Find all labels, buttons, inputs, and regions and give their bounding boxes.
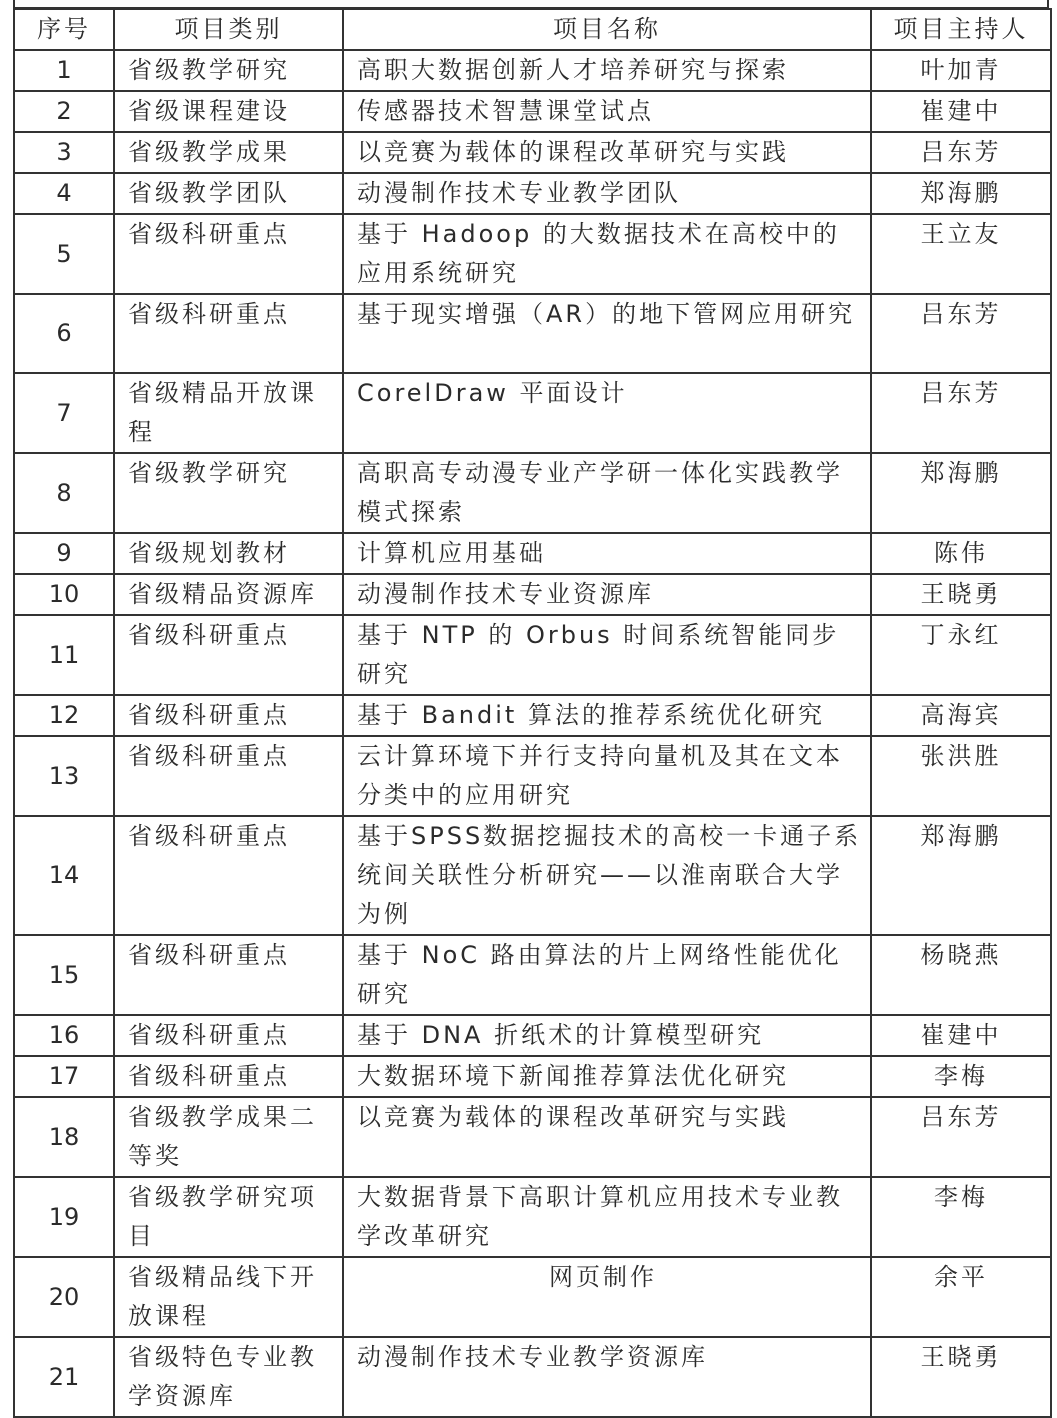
cell-no: 6: [14, 294, 114, 373]
table-row: [14, 1015, 1051, 1056]
cell-lead: 崔建中: [871, 1015, 1051, 1056]
table-row: [14, 1097, 1051, 1177]
cell-lead: 高海宾: [871, 695, 1051, 736]
table-row: [14, 615, 1051, 695]
cell-name: 动漫制作技术专业教学团队: [343, 173, 871, 214]
cell-name: 动漫制作技术专业资源库: [343, 574, 871, 615]
table-row: [14, 173, 1051, 214]
table-row: [14, 1056, 1051, 1097]
cell-name: 大数据背景下高职计算机应用技术专业教学改革研究: [343, 1177, 871, 1257]
cell-name: 基于 Hadoop 的大数据技术在高校中的应用系统研究: [343, 214, 871, 294]
cell-lead: 杨晓燕: [871, 935, 1051, 1015]
cell-category: 省级科研重点: [114, 935, 343, 1015]
cell-lead: 郑海鹏: [871, 453, 1051, 533]
cell-lead: 李梅: [871, 1177, 1051, 1257]
cell-lead: 王立友: [871, 214, 1051, 294]
cell-category: 省级精品开放课程: [114, 373, 343, 453]
cell-no: 19: [14, 1177, 114, 1257]
cell-no: 15: [14, 935, 114, 1015]
cell-lead: 王晓勇: [871, 574, 1051, 615]
cell-lead: 王晓勇: [871, 1337, 1051, 1417]
table-row: [14, 574, 1051, 615]
cell-category: 省级科研重点: [114, 695, 343, 736]
cell-no: 18: [14, 1097, 114, 1177]
table-row: [14, 1337, 1051, 1417]
table-row: [14, 736, 1051, 816]
cell-lead: 余平: [871, 1257, 1051, 1337]
table-row: [14, 533, 1051, 574]
cell-name: 高职大数据创新人才培养研究与探索: [343, 50, 871, 91]
cell-category: 省级精品线下开放课程: [114, 1257, 343, 1337]
cell-lead: 崔建中: [871, 91, 1051, 132]
cell-category: 省级科研重点: [114, 1015, 343, 1056]
cell-name: 基于 NTP 的 Orbus 时间系统智能同步研究: [343, 615, 871, 695]
cell-no: 2: [14, 91, 114, 132]
cell-lead: 吕东芳: [871, 294, 1051, 373]
header-no: 序号: [14, 9, 114, 50]
cell-lead: 叶加青: [871, 50, 1051, 91]
cell-category: 省级科研重点: [114, 736, 343, 816]
cell-category: 省级教学团队: [114, 173, 343, 214]
cell-category: 省级科研重点: [114, 1056, 343, 1097]
cell-name: 传感器技术智慧课堂试点: [343, 91, 871, 132]
cell-name: 云计算环境下并行支持向量机及其在文本分类中的应用研究: [343, 736, 871, 816]
table-row: [14, 50, 1051, 91]
cell-name: 以竞赛为载体的课程改革研究与实践: [343, 132, 871, 173]
cell-no: 21: [14, 1337, 114, 1417]
cell-no: 9: [14, 533, 114, 574]
table-row: [14, 214, 1051, 294]
cell-category: 省级科研重点: [114, 294, 343, 373]
table-row: [14, 935, 1051, 1015]
cell-no: 4: [14, 173, 114, 214]
header-name: 项目名称: [343, 9, 871, 50]
cell-category: 省级教学研究: [114, 453, 343, 533]
cell-no: 7: [14, 373, 114, 453]
table-row: [14, 132, 1051, 173]
cell-category: 省级科研重点: [114, 816, 343, 935]
cell-category: 省级教学成果二等奖: [114, 1097, 343, 1177]
cell-no: 17: [14, 1056, 114, 1097]
cell-name: 大数据环境下新闻推荐算法优化研究: [343, 1056, 871, 1097]
cell-lead: 李梅: [871, 1056, 1051, 1097]
cell-category: 省级教学研究: [114, 50, 343, 91]
cell-no: 14: [14, 816, 114, 935]
cell-name: 基于现实增强（AR）的地下管网应用研究: [343, 294, 871, 373]
cell-category: 省级规划教材: [114, 533, 343, 574]
cell-lead: 郑海鹏: [871, 173, 1051, 214]
header-category: 项目类别: [114, 9, 343, 50]
table-row: [14, 294, 1051, 373]
cell-name: 基于SPSS数据挖掘技术的高校一卡通子系统间关联性分析研究——以淮南联合大学为例: [343, 816, 871, 935]
cell-name: 网页制作: [343, 1257, 871, 1337]
table-row: [14, 91, 1051, 132]
table-row: [14, 1257, 1051, 1337]
cell-lead: 丁永红: [871, 615, 1051, 695]
cell-no: 10: [14, 574, 114, 615]
cell-lead: 吕东芳: [871, 132, 1051, 173]
cell-category: 省级教学研究项目: [114, 1177, 343, 1257]
header-lead: 项目主持人: [871, 9, 1051, 50]
cell-name: 基于 Bandit 算法的推荐系统优化研究: [343, 695, 871, 736]
cell-lead: 吕东芳: [871, 1097, 1051, 1177]
cell-name: 动漫制作技术专业教学资源库: [343, 1337, 871, 1417]
cell-name: 计算机应用基础: [343, 533, 871, 574]
cell-name: 基于 NoC 路由算法的片上网络性能优化研究: [343, 935, 871, 1015]
table-row: [14, 373, 1051, 453]
cell-name: 高职高专动漫专业产学研一体化实践教学模式探索: [343, 453, 871, 533]
cell-lead: 吕东芳: [871, 373, 1051, 453]
cell-category: 省级特色专业教学资源库: [114, 1337, 343, 1417]
cell-no: 12: [14, 695, 114, 736]
cell-no: 20: [14, 1257, 114, 1337]
table-header-row: [14, 9, 1051, 50]
cell-lead: 郑海鹏: [871, 816, 1051, 935]
cell-name: 基于 DNA 折纸术的计算模型研究: [343, 1015, 871, 1056]
table-row: [14, 453, 1051, 533]
cell-category: 省级教学成果: [114, 132, 343, 173]
cell-name: CorelDraw 平面设计: [343, 373, 871, 453]
cell-category: 省级课程建设: [114, 91, 343, 132]
cell-lead: 陈伟: [871, 533, 1051, 574]
cell-no: 13: [14, 736, 114, 816]
cell-name: 以竞赛为载体的课程改革研究与实践: [343, 1097, 871, 1177]
table-row: [14, 816, 1051, 935]
table-row: [14, 695, 1051, 736]
cell-category: 省级科研重点: [114, 615, 343, 695]
cell-no: 11: [14, 615, 114, 695]
cell-lead: 张洪胜: [871, 736, 1051, 816]
table-row: [14, 1177, 1051, 1257]
cell-no: 5: [14, 214, 114, 294]
cell-category: 省级精品资源库: [114, 574, 343, 615]
cell-no: 8: [14, 453, 114, 533]
cell-no: 16: [14, 1015, 114, 1056]
cell-category: 省级科研重点: [114, 214, 343, 294]
cell-no: 3: [14, 132, 114, 173]
projects-table: [13, 8, 1052, 1418]
cell-no: 1: [14, 50, 114, 91]
